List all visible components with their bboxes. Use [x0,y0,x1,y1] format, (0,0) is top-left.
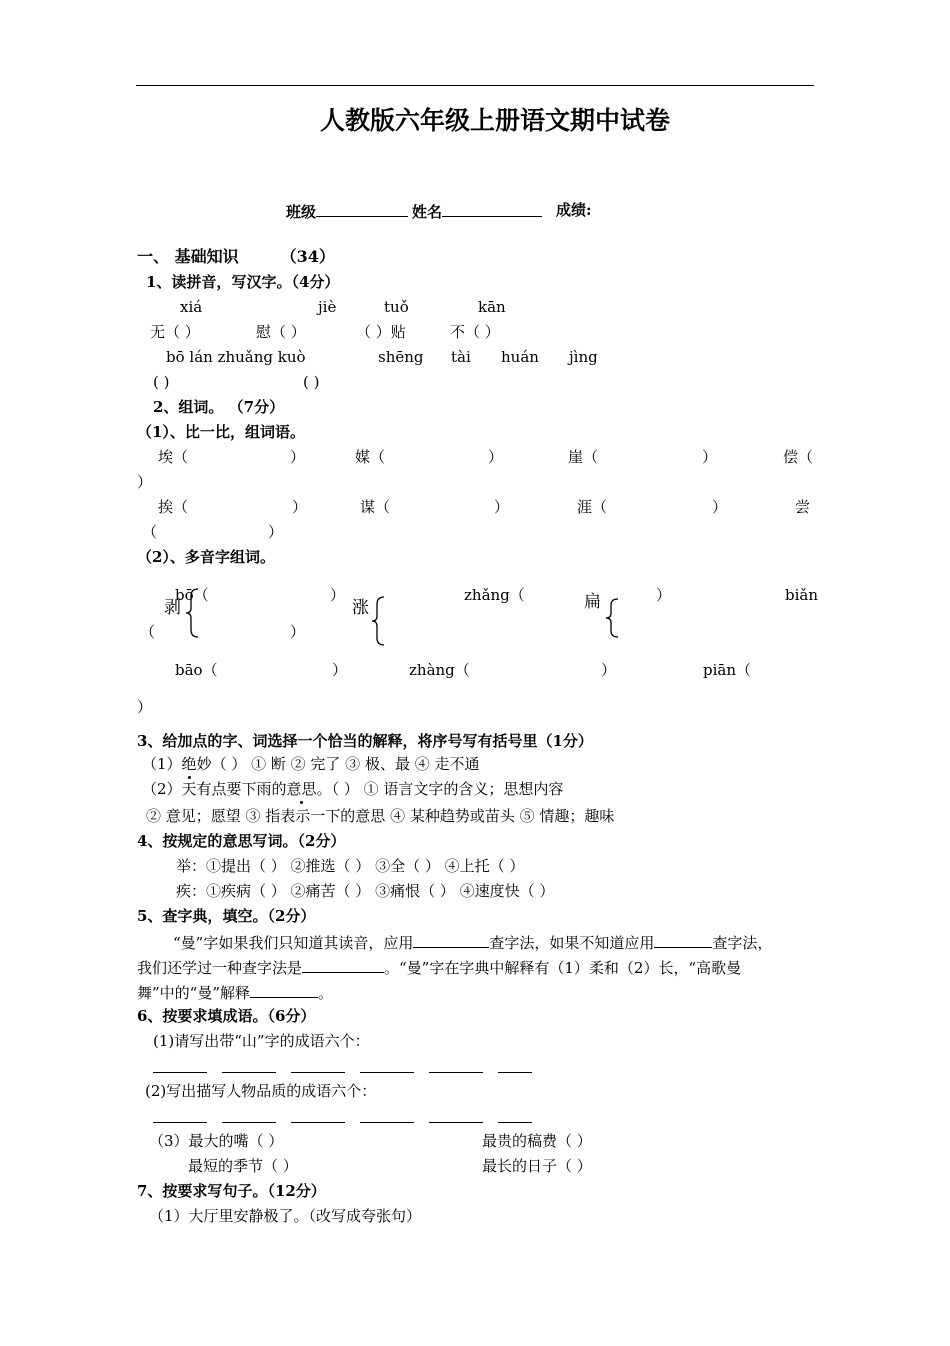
q2-close-8: ） [268,523,284,541]
poly-char-1: 剥 [164,598,181,618]
page-title: 人教版六年级上册语文期中试卷 [319,106,670,135]
q6-sub3-a: （3）最大的嘴（ ） [149,1132,284,1150]
name-blank[interactable] [442,200,542,217]
q5-para-3: 舞”中的“曼”解释 。 [137,981,333,1003]
q1-pinyin-9: jìng [569,348,598,366]
q1-pinyin-8: huán [501,348,539,366]
q1-pinyin-1: xiá [180,298,203,316]
q2-char-5: 挨（ [158,498,189,516]
q2-close-2: ） [488,448,504,466]
q2-char-7: 涯（ [577,498,608,516]
q6-sub3-b: 最贵的稿费（ ） [482,1132,592,1150]
q2-char-2: 媒（ [355,448,386,466]
q1-blank-3[interactable]: （ ）贴 [356,323,406,341]
q2-char-6: 谋（ [360,498,391,516]
poly-bottom-1: bāo（ [175,661,218,679]
poly-bottom-4: ） [601,661,617,679]
q6-blanks-1[interactable] [153,1058,547,1078]
poly-mid-close: ） [290,623,306,641]
q4-heading: 4、按规定的意思写词。（2分） [137,832,346,850]
q5-blank-3[interactable] [302,956,384,973]
q3-dotted-word: 意思 [286,780,317,798]
q6-sub3-c: 最短的季节（ ） [188,1157,298,1175]
brace-2 [370,596,386,646]
q5-para-1: “曼”字如果我们只知道其读音，应用 查字法，如果不知道应用 查字法， [173,931,772,953]
q5-blank-4[interactable] [250,981,318,998]
q1-blank-1[interactable]: 无（ ） [150,323,200,341]
q2-close-4: ） [137,473,153,491]
q1-pinyin-6: shēng [378,348,424,366]
poly-char-2: 涨 [352,598,369,618]
q2-close-6: ） [494,498,510,516]
q2-close-5: ） [292,498,308,516]
q2-char-1: 埃（ [158,448,189,466]
poly-tail: ） [137,698,153,716]
q1-heading: 1、读拼音，写汉字。（4分） [146,273,340,291]
poly-top-4: ） [656,586,672,604]
q1-blank-2[interactable]: 慰（ ） [256,323,306,341]
poly-bottom-5: piān（ [703,661,752,679]
section1-heading: 一、 基础知识 （34） [137,247,335,266]
q3-heading: 3、给加点的字、词选择一个恰当的解释，将序号写有括号里（1分） [137,732,593,750]
poly-top-2: ） [330,586,346,604]
q1-pinyin-3: tuǒ [384,298,409,316]
class-label: 班级 [286,200,408,222]
poly-char-3: 扁 [584,592,601,612]
q5-heading: 5、查字典，填空。（2分） [137,907,316,925]
q1-pinyin-4: kān [478,298,506,316]
poly-top-3: zhǎng（ [464,586,525,604]
q2-close-3: ） [702,448,718,466]
q6-blanks-2[interactable] [153,1108,547,1128]
q1-pinyin-5: bō lán zhuǎng kuò [166,348,306,366]
q1-blank-4[interactable]: 不（ ） [450,323,500,341]
q3-line1: （1）绝妙（ ） ① 断 ② 完了 ③ 极、最 ④ 走不通 [142,755,480,773]
q6-sub1: (1)请写出带“山”字的成语六个： [153,1032,370,1050]
score-label: 成绩: [556,201,592,219]
q1-blank-6[interactable]: ( ) [303,373,320,391]
q1-pinyin-2: jiè [318,298,337,316]
q3-line3: ② 意见；愿望 ③ 指表示一下的意思 ④ 某种趋势或苗头 ⑤ 情趣；趣味 [146,807,615,825]
q2-sub1: （1）、比一比，组词语。 [137,423,305,441]
poly-bottom-2: ） [332,661,348,679]
q6-sub3-d: 最长的日子（ ） [482,1157,592,1175]
q2-heading: 2、组词。 （7分） [153,398,285,416]
poly-mid-open: （ [140,623,156,641]
poly-top-1: bō（ [175,586,209,604]
q4-line2: 疾：①疾病（ ） ②痛苦（ ） ③痛恨（ ） ④速度快（ ） [176,882,555,900]
top-rule [136,85,814,86]
q2-close-7: ） [712,498,728,516]
q1-pinyin-7: tài [451,348,471,366]
q2-sub2: （2）、多音字组词。 [137,548,275,566]
brace-1 [184,588,200,638]
q5-blank-2[interactable] [654,931,712,948]
q1-blank-5[interactable]: ( ) [153,373,170,391]
poly-top-5: biǎn [785,586,819,604]
class-blank[interactable] [316,200,408,217]
q5-para-2: 我们还学过一种查字法是 。“曼”字在字典中解释有（1）柔和（2）长，“高歌曼 [137,956,741,978]
poly-bottom-3: zhàng（ [409,661,470,679]
q5-blank-1[interactable] [413,931,489,948]
q7-heading: 7、按要求写句子。（12分） [137,1182,326,1200]
q7-sub1: （1）大厅里安静极了。（改写成夸张句） [149,1207,422,1225]
q2-open-8: （ [142,523,158,541]
q2-close-1: ） [290,448,306,466]
q4-line1: 举：①提出（ ） ②推选（ ） ③全（ ） ④上托（ ） [176,857,525,875]
q6-heading: 6、按要求填成语。（6分） [137,1007,316,1025]
q3-line2: （2）天有点要下雨的意思。（ ） ① 语言文字的含义；思想内容 [142,780,564,798]
name-label: 姓名 [412,200,542,222]
q3-dotted-char: 绝 [181,755,197,773]
brace-3 [604,598,620,638]
q2-char-3: 崖（ [568,448,599,466]
q6-sub2: (2)写出描写人物品质的成语六个： [145,1082,377,1100]
q2-char-8: 尝 [795,498,811,516]
q2-char-4: 偿（ [783,448,814,466]
